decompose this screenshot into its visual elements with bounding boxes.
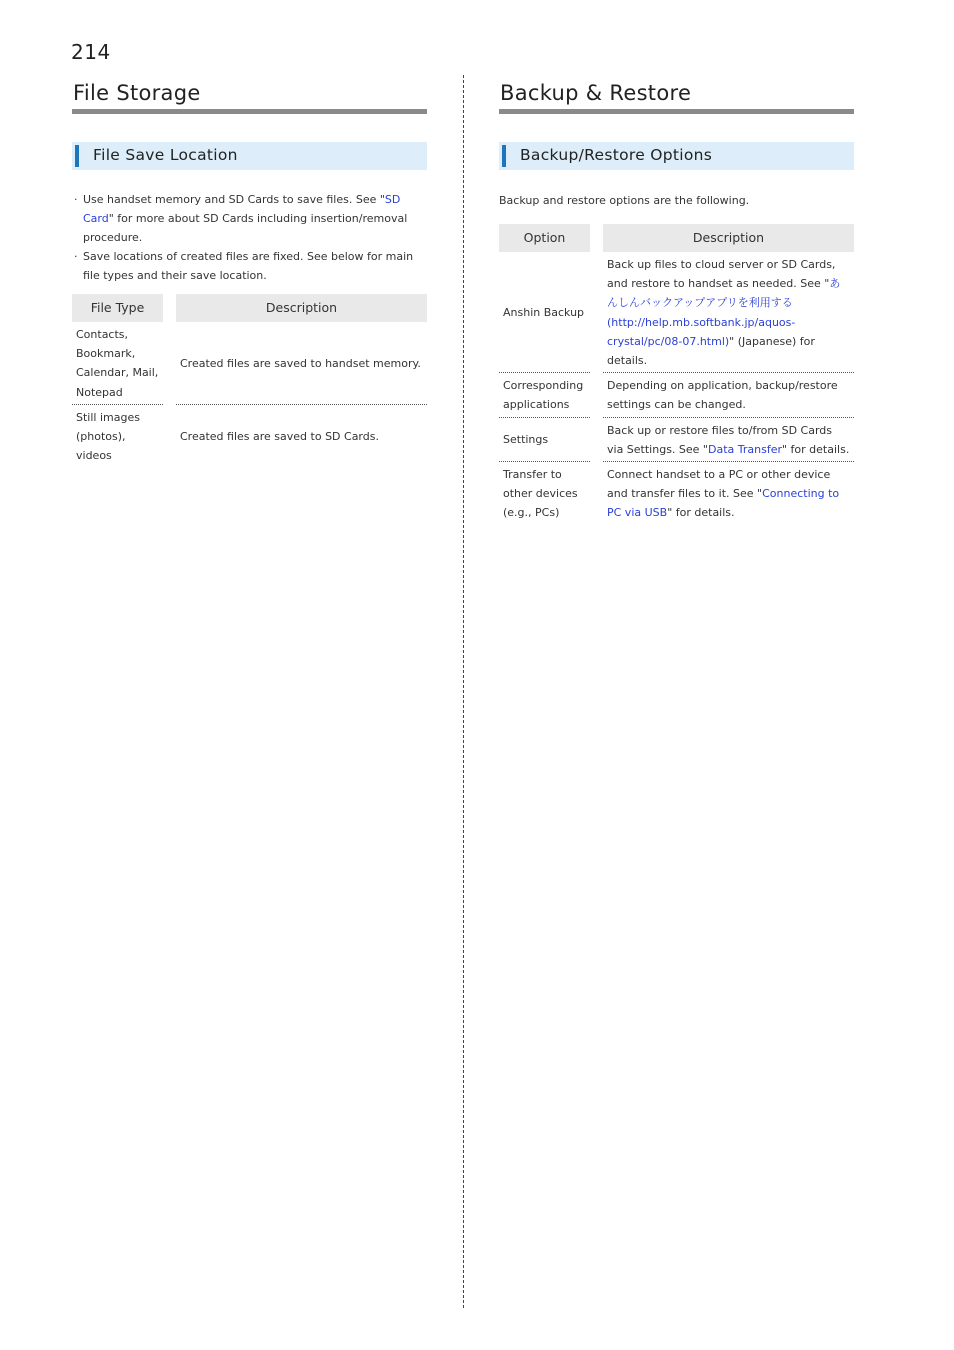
description-text: " (Japanese) for details. [607,334,815,368]
header-description: Description [176,294,427,322]
column-gap [163,322,176,405]
bullet-item [72,190,427,247]
header-description: Description [603,224,854,252]
data-transfer-link[interactable]: Data Transfer [708,442,782,456]
file-type-cell: Contacts, Bookmark, Calendar, Mail, Notepad [72,322,163,405]
table-row [72,405,427,468]
subheading-accent-bar [75,145,79,167]
description-cell [603,418,854,462]
description-text: Back up or restore files to/from SD Cards via Settings. See " [607,423,833,456]
backup-restore-section [499,78,854,525]
anshin-backup-link[interactable]: あんしんバックアップアプリを利用する (http://help.mb.softbank.jp/aquos-crystal/pc/08-07.html) [607,277,841,348]
table-row [72,322,427,405]
file-storage-section [72,78,427,467]
description-text: Back up files to cloud server or SD Cards, and restore to handset as needed. See " [607,258,836,291]
column-divider [463,75,464,1308]
description-text: " for details. [782,442,850,456]
file-type-table [72,294,427,467]
file-type-cell: Still images (photos), videos [76,410,140,463]
page-number: 214 [71,40,111,64]
bullet-item [72,247,427,285]
option-cell: Corresponding applications [499,373,590,417]
header-option: Option [499,224,590,252]
description-cell: Created files are saved to handset memory. [176,322,427,405]
description-cell: Created files are saved to SD Cards. [180,430,379,444]
description-cell: Depending on application, backup/restore settings can be changed. [603,373,854,417]
table-row [499,462,854,525]
subheading-accent-bar [502,145,506,167]
column-gap [590,252,603,373]
column-gap [163,294,176,322]
header-file-type: File Type [72,294,163,322]
description-text: " for details. [667,506,735,520]
sd-card-link[interactable]: SD Card [83,193,401,225]
table-header-row [499,224,854,252]
section-title-backup-restore: Backup & Restore [499,78,854,114]
table-row [499,373,854,417]
description-cell [603,462,854,525]
description-text: Connect handset to a PC or other device and transfer files to it. See " [607,468,831,501]
option-cell: Settings [499,418,590,462]
connecting-to-pc-link[interactable]: Connecting to PC via USB [607,487,840,520]
backup-options-table [499,224,854,525]
section-title-file-storage: File Storage [72,78,427,114]
bullet-list [72,190,427,285]
option-cell: Anshin Backup [499,252,590,373]
column-gap [163,405,176,468]
option-cell: Transfer to other devices (e.g., PCs) [503,468,578,520]
subheading-text: File Save Location [93,146,238,164]
bullet-text: Use handset memory and SD Cards to save files. See " [83,193,385,206]
table-row [499,252,854,373]
column-gap [590,373,603,417]
table-header-row [72,294,427,322]
table-row [499,418,854,462]
intro-text: Backup and restore options are the following. [499,194,750,207]
description-cell [603,252,854,373]
column-gap [590,224,603,252]
subheading-file-save-location [72,142,427,170]
column-gap [590,462,603,525]
subheading-text: Backup/Restore Options [520,146,713,164]
subheading-backup-restore-options [499,142,854,170]
column-gap [590,418,603,462]
bullet-text: " for more about SD Cards including insertion/removal procedure. [83,212,408,244]
bullet-text: Save locations of created files are fixed. See below for main file types and their save location. [83,250,414,282]
